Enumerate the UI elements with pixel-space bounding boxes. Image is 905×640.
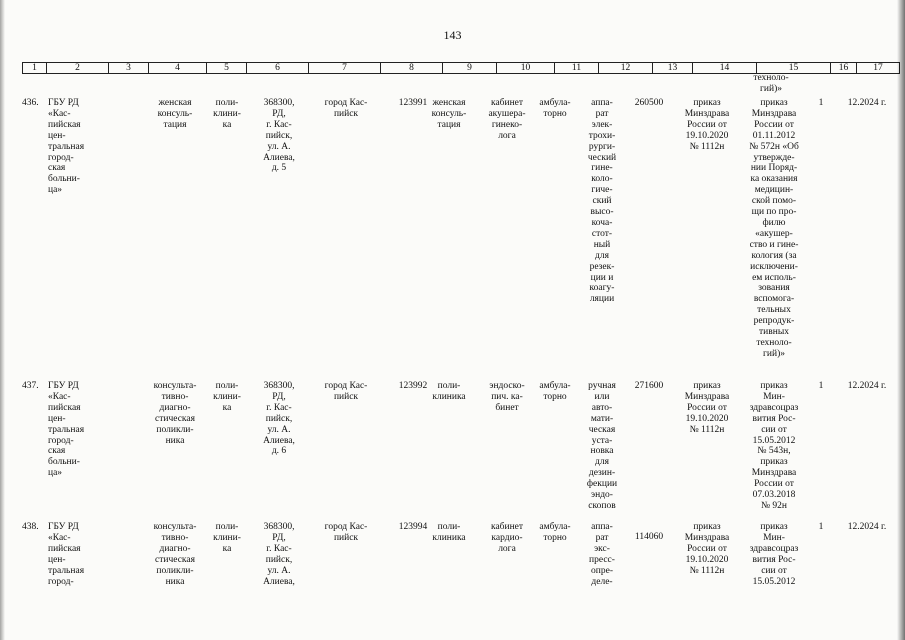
subdivision: женская консуль- тация [431, 98, 467, 130]
row-number: 437. [22, 381, 39, 391]
col-header-5: 5 [207, 63, 247, 73]
col-header-10: 10 [497, 63, 555, 73]
col-header-1: 1 [23, 63, 47, 73]
cabinet: эндоско- пич. ка- бинет [489, 381, 525, 413]
continued-text-fragment: техноло- гий)» [753, 73, 789, 94]
cabinet: кабинет кардио- лога [490, 522, 524, 554]
care-conditions: амбула- торно [539, 381, 571, 402]
standard-order: приказ Мин- здравсоцраз вития Рос- сии от 15.05.2012 [749, 522, 799, 587]
col-header-9: 9 [443, 63, 497, 73]
col-header-6: 6 [247, 63, 309, 73]
subdivision: поли- клиника [432, 381, 466, 402]
equipment-code: 271600 [634, 381, 664, 391]
equipment-code: 260500 [634, 98, 664, 108]
order-reference: приказ Минздрава России от 19.10.2020 № 1112н [684, 98, 730, 152]
city: город Кас- пийск [324, 381, 368, 402]
standard-order: приказ Мин- здравсоцраз вития Рос- сии от 15.05.2012 № 543н, приказ Минздрава России от 07.03.2018 № 92н [749, 381, 799, 511]
code: 123994 [398, 522, 428, 532]
standard-order: приказ Минздрава России от 01.11.2012 № 572н «Об утвержде- нии Поряд- ка оказания медицин- ской помо- щи по про- филю «акушер- ство и гине- кология (за исключени- ем исполь- зования вспомога- тельных репродук- тивных техноло- гий)» [749, 98, 799, 359]
city: город Кас- пийск [324, 98, 368, 119]
equipment: ручная или авто- мати- ческая уста- новка для дезин- фекции эндо- скопов [586, 381, 618, 511]
col-header-12: 12 [599, 63, 653, 73]
unit-type: поли- клини- ка [213, 381, 241, 413]
row-number: 438. [22, 522, 39, 532]
department: консульта- тивно- диагно- стическая поликли- ника [153, 522, 197, 587]
organization: ГБУ РД «Кас- пийская цен- тральная город- [48, 522, 85, 587]
department: консульта- тивно- диагно- стическая поликли- ника [153, 381, 197, 446]
order-reference: приказ Минздрава России от 19.10.2020 № 1112н [684, 522, 730, 576]
unit-type: поли- клини- ка [213, 522, 241, 554]
row-number: 436. [22, 98, 39, 108]
scan-left-edge [0, 0, 5, 640]
organization: ГБУ РД «Кас- пийская цен- тральная город- ская больни- ца» [48, 381, 85, 479]
code: 123992 [398, 381, 428, 391]
col-header-14: 14 [693, 63, 757, 73]
address: 368300, РД, г. Кас- пийск, ул. А. Алиева, д. 6 [263, 381, 295, 457]
col-header-11: 11 [555, 63, 599, 73]
delivery-date: 12.2024 г. [847, 381, 887, 391]
unit-type: поли- клини- ка [213, 98, 241, 130]
care-conditions: амбула- торно [539, 98, 571, 119]
address: 368300, РД, г. Кас- пийск, ул. А. Алиева, [263, 522, 295, 587]
col-header-16: 16 [831, 63, 857, 73]
col-header-13: 13 [653, 63, 693, 73]
code: 123991 [398, 98, 428, 108]
col-header-7: 7 [309, 63, 381, 73]
col-header-4: 4 [149, 63, 207, 73]
subdivision: поли- клиника [432, 522, 466, 543]
department: женская консуль- тация [157, 98, 193, 130]
equipment-code: 114060 [634, 532, 664, 542]
order-reference: приказ Минздрава России от 19.10.2020 № 1112н [684, 381, 730, 435]
cabinet: кабинет акушера- гинеко- лога [488, 98, 526, 141]
equipment: аппа- рат экс- пресс- опре- деле- [589, 522, 615, 587]
city: город Кас- пийск [324, 522, 368, 543]
care-conditions: амбула- торно [539, 522, 571, 543]
col-header-15: 15 [757, 63, 831, 73]
quantity: 1 [818, 381, 824, 391]
address: 368300, РД, г. Кас- пийск, ул. А. Алиева, д. 5 [263, 98, 295, 174]
equipment: аппа- рат элек- трохи- рурги- ческий гине- коло- гиче- ский высо- коча- стот- ный для резек- ции и коагу- ляции [587, 98, 617, 305]
col-header-3: 3 [109, 63, 149, 73]
col-header-8: 8 [381, 63, 443, 73]
scan-right-edge [897, 0, 905, 640]
col-header-17: 17 [873, 63, 883, 73]
quantity: 1 [818, 98, 824, 108]
quantity: 1 [818, 522, 824, 532]
page-number: 143 [443, 28, 462, 42]
delivery-date: 12.2024 г. [847, 98, 887, 108]
organization: ГБУ РД «Кас- пийская цен- тральная город- ская больни- ца» [48, 98, 85, 196]
col-header-2: 2 [47, 63, 109, 73]
delivery-date: 12.2024 г. [847, 522, 887, 532]
